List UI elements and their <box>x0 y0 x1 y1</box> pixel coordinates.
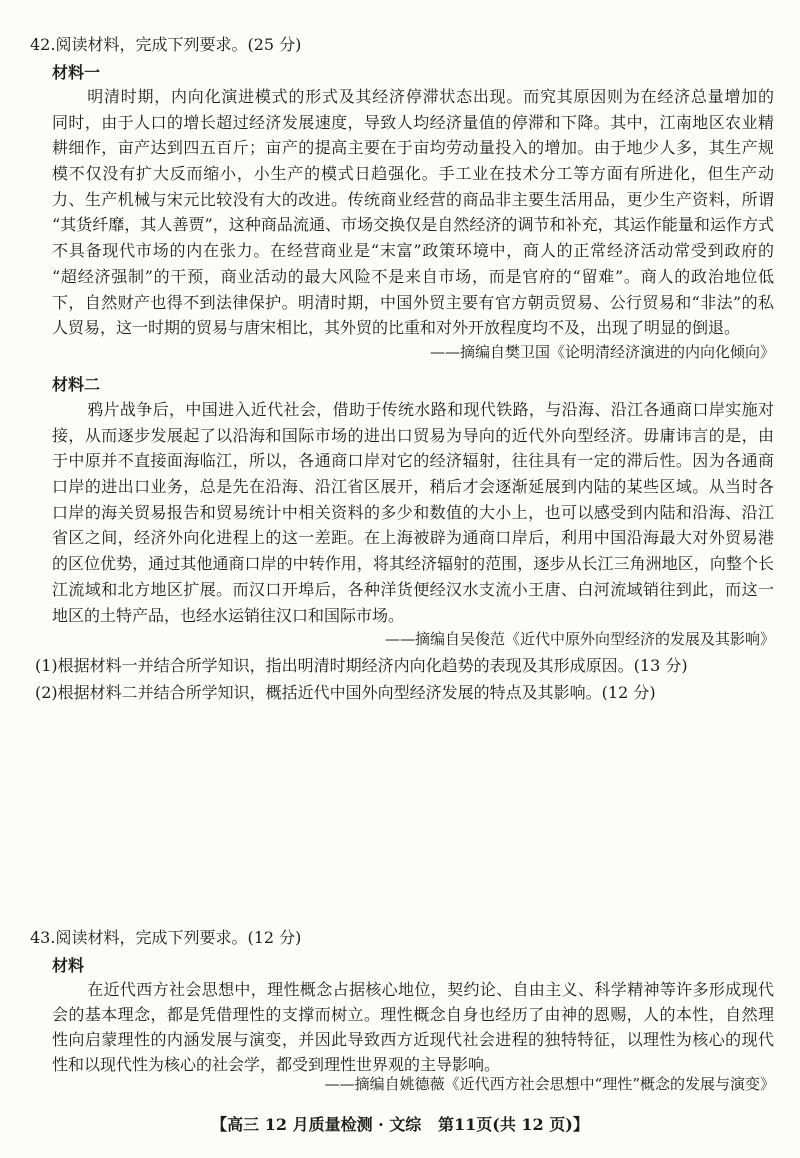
q42-material2-text <box>52 397 774 628</box>
q42-material1-source: ——摘编自樊卫国《论明清经济演进的内向化倾向》 <box>429 343 775 361</box>
text-line: “其货纤靡，其人善贾”，这种商品流通、市场交换仅是自然经济的调节和补充，其运作能量和运作方式 <box>52 215 774 235</box>
text-line: 同时，由于人口的增长超过经济发展速度，导致人均经济量值的停滞和下降。其中，江南地区农业精 <box>52 112 774 132</box>
q42-material1-text <box>52 84 774 341</box>
text-line: “超经济强制”的干预，商业活动的最大风险不是来自市场，而是官府的“留难”。商人的政治地位低 <box>52 266 774 286</box>
q43-material-label: 材料 <box>52 956 85 975</box>
q42-material1-label: 材料一 <box>52 63 101 82</box>
text-line: 人贸易，这一时期的贸易与唐宋相比，其外贸的比重和对外开放程度均不及，出现了明显的倒退。 <box>52 318 741 338</box>
q42-material2-label: 材料二 <box>52 375 101 394</box>
text-line: 江流域和北方地区扩展。而汉口开埠后，各种洋货便经汉水支流小王唐、白河流域销往到此，而这一 <box>52 579 774 599</box>
text-line: 性和以现代性为核心的社会学，都受到理性世界观的主导影响。 <box>52 1055 501 1074</box>
text-line: 会的基本理念，都是凭借理性的支撑而树立。理性概念自身也经历了由神的恩赐，人的本性，自然理 <box>52 1005 774 1024</box>
text-line: 明清时期，内向化演进模式的形式及其经济停滞状态出现。而究其原因则为在经济总量增加的 <box>87 87 774 106</box>
text-line: 口岸的海关贸易报告和贸易统计中相关资料的多少和数值的大小上，也可以感受到内陆和沿海、沿江 <box>52 502 774 522</box>
q43-material-text <box>52 977 774 1077</box>
text-line: 模不仅没有扩大反而缩小，小生产的模式日趋强化。手工业在技术分工等方面有所进化，但生产动 <box>52 164 774 184</box>
q43-material-source: ——摘编自姚德薇《近代西方社会思想中“理性”概念的发展与演变》 <box>324 1075 775 1093</box>
text-line: 力、生产机械与宋元比较没有大的改进。传统商业经营的商品非主要生活用品，更少生产资料，所谓 <box>52 189 774 209</box>
text-line: 鸦片战争后，中国进入近代社会，借助于传统水路和现代铁路，与沿海、沿江各通商口岸实施对 <box>87 400 774 419</box>
text-line: 地区的土特产品，也经水运销往汉口和国际市场。 <box>52 605 405 625</box>
q42-material2-source: ——摘编自吴俊范《近代中原外向型经济的发展及其影响》 <box>384 630 775 648</box>
q42-subquestion-1: (1)根据材料一并结合所学知识，指出明清时期经济内向化趋势的表现及其形成原因。(13 分) <box>35 656 688 675</box>
text-line: 接，从而逐步发展起了以沿海和国际市场的进出口贸易为导向的近代外向型经济。毋庸讳言的是，由 <box>52 425 774 445</box>
text-line: 在近代西方社会思想中，理性概念占据核心地位，契约论、自由主义、科学精神等许多形成现代 <box>87 980 774 999</box>
text-line: 的区位优势，通过其他通商口岸的中转作用，将其经济辐射的范围，逐步从长江三角洲地区，向整个长 <box>52 554 774 574</box>
text-line: 耕细作，亩产达到四五百斤；亩产的提高主要在于亩均劳动量投入的增加。由于地少人多，其生产规 <box>52 138 774 158</box>
q43-title: 43.阅读材料，完成下列要求。(12 分) <box>30 928 302 947</box>
text-line: 于中原并不直接面海临江，所以，各通商口岸对它的经济辐射，往往具有一定的滞后性。因为各通商 <box>52 451 774 471</box>
q42-title: 42.阅读材料，完成下列要求。(25 分) <box>30 35 302 54</box>
text-line: 下，自然财产也得不到法律保护。明清时期，中国外贸主要有官方朝贡贸易、公行贸易和“非法”的私 <box>52 292 774 312</box>
q42-subquestion-2: (2)根据材料二并结合所学知识，概括近代中国外向型经济发展的特点及其影响。(12 分) <box>35 683 656 702</box>
text-line: 口岸的进出口业务，总是先在沿海、沿江省区展开，稍后才会逐渐延展到内陆的某些区域。从当时各 <box>52 477 774 497</box>
page-footer: 【高三 12 月质量检测 · 文综 第11页(共 12 页)】 <box>211 1115 589 1134</box>
text-line: 省区之间，经济外向化进程上的这一差距。在上海被辟为通商口岸后，利用中国沿海最大对外贸易港 <box>52 528 774 548</box>
text-line: 不具备现代市场的内在张力。在经营商业是“末富”政策环境中，商人的正常经济活动常受到政府的 <box>52 241 774 261</box>
text-line: 性向启蒙理性的内涵发展与演变，并因此导致西方近现代社会进程的独特特征，以理性为核心的现代 <box>52 1030 774 1049</box>
